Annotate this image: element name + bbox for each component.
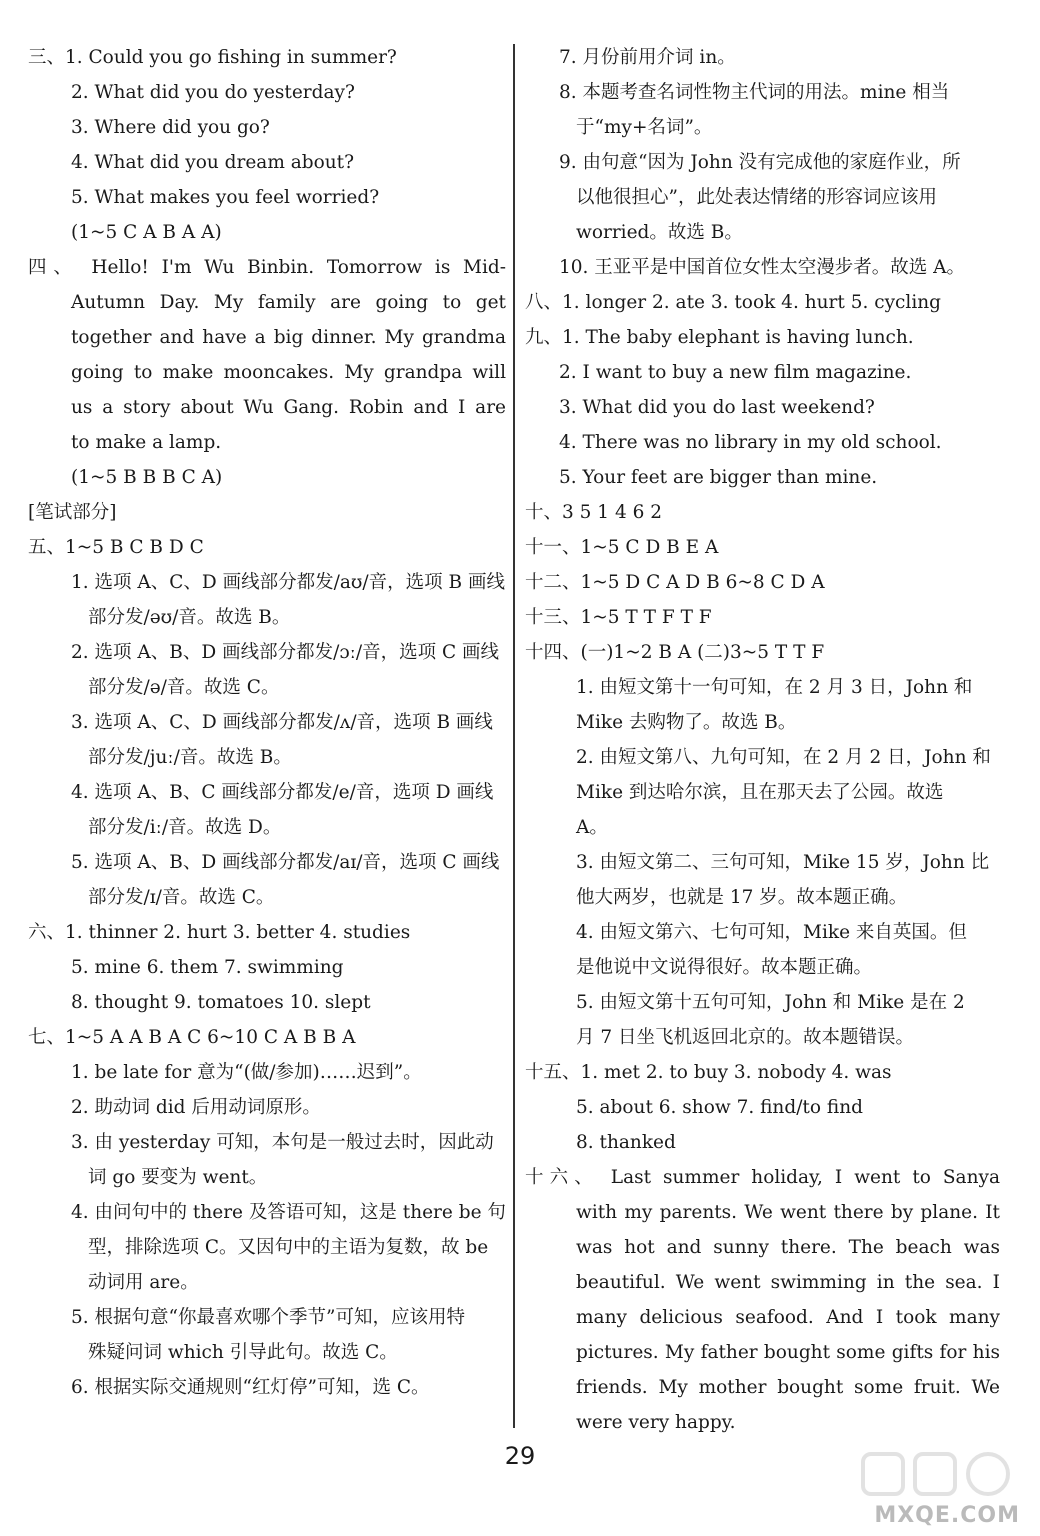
right-text-line: 是他说中文说得很好。故本题正确。 bbox=[576, 957, 873, 978]
right-text-line: 8. 本题考查名词性物主代词的用法。mine 相当 bbox=[559, 82, 950, 103]
left-text-line: 8. thought 9. tomatoes 10. slept bbox=[71, 992, 371, 1013]
left-text-line: 4. What did you dream about? bbox=[71, 152, 355, 173]
right-text-line: 5. Your feet are bigger than mine. bbox=[559, 467, 878, 488]
left-text-line: 5. 选项 A、B、D 画线部分都发/aɪ/音，选项 C 画线 bbox=[71, 852, 500, 873]
right-text-line: 十四、(一)1~2 B A (二)3~5 T T F bbox=[525, 642, 825, 663]
right-text-line: Mike 去购物了。故选 B。 bbox=[576, 712, 797, 733]
left-text-line: 殊疑问词 which 引导此句。故选 C。 bbox=[88, 1342, 398, 1363]
left-text-line: Autumn Day. My family are going to get bbox=[71, 292, 506, 313]
right-text-line: many delicious seafood. And I took many bbox=[576, 1307, 1000, 1328]
right-text-line: beautiful. We went swimming in the sea. I bbox=[576, 1272, 1000, 1293]
left-text-line: us a story about Wu Gang. Robin and I are bbox=[71, 397, 506, 418]
left-text-line: 2. 助动词 did 后用动词原形。 bbox=[71, 1097, 321, 1118]
right-text-line: 1. 由短文第十一句可知，在 2 月 3 日，John 和 bbox=[576, 677, 973, 698]
left-text-line: (1~5 C A B A A) bbox=[71, 222, 222, 243]
left-text-line: going to make mooncakes. My grandpa will bbox=[71, 362, 506, 383]
left-text-line: 4. 选项 A、B、C 画线部分都发/e/音，选项 D 画线 bbox=[71, 782, 494, 803]
left-text-line: (1~5 B B B C A) bbox=[71, 467, 223, 488]
right-text-line: 2. I want to buy a new film magazine. bbox=[559, 362, 912, 383]
right-text-line: 月 7 日坐飞机返回北京的。故本题错误。 bbox=[576, 1027, 915, 1048]
right-text-line: 十二、1~5 D C A D B 6~8 C D A bbox=[525, 572, 825, 593]
left-text-line: 三、1. Could you go fishing in summer? bbox=[28, 47, 397, 68]
right-text-line: 十六、 Last summer holiday, I went to Sanya bbox=[525, 1167, 1000, 1188]
right-text-line: 8. thanked bbox=[576, 1132, 676, 1153]
left-column bbox=[28, 40, 506, 1405]
left-text-line: 动词用 are。 bbox=[88, 1272, 199, 1293]
left-text-line: 2. 选项 A、B、D 画线部分都发/ɔː/音，选项 C 画线 bbox=[71, 642, 500, 663]
left-text-line: 5. mine 6. them 7. swimming bbox=[71, 957, 344, 978]
right-text-line: 九、1. The baby elephant is having lunch. bbox=[525, 327, 914, 348]
left-text-line: 1. 选项 A、C、D 画线部分都发/aʊ/音，选项 B 画线 bbox=[71, 572, 505, 593]
left-text-line: 4. 由问句中的 there 及答语可知，这是 there be 句 bbox=[71, 1202, 506, 1223]
left-text-line: 型，排除选项 C。又因句中的主语为复数，故 be bbox=[88, 1237, 489, 1258]
right-text-line: with my parents. We went there by plane. It bbox=[576, 1202, 1000, 1223]
left-text-line: 词 go 要变为 went。 bbox=[88, 1167, 268, 1188]
left-text-line: [笔试部分] bbox=[28, 502, 117, 523]
right-column bbox=[525, 40, 1000, 1440]
left-text-line: 五、1~5 B C B D C bbox=[28, 537, 204, 558]
left-text-line: 6. 根据实际交通规则“红灯停”可知，选 C。 bbox=[71, 1377, 430, 1398]
right-text-line: friends. My mother bought some fruit. We bbox=[576, 1377, 1000, 1398]
right-text-line: 5. 由短文第十五句可知，John 和 Mike 是在 2 bbox=[576, 992, 965, 1013]
right-text-line: A。 bbox=[576, 817, 608, 838]
right-text-line: Mike 到达哈尔滨，且在那天去了公园。故选 bbox=[576, 782, 944, 803]
right-text-line: was hot and sunny there. The beach was bbox=[576, 1237, 1000, 1258]
right-text-line: 5. about 6. show 7. find/to find bbox=[576, 1097, 863, 1118]
right-text-line: 10. 王亚平是中国首位女性太空漫步者。故选 A。 bbox=[559, 257, 966, 278]
left-text-line: 部分发/ə/音。故选 C。 bbox=[88, 677, 280, 698]
right-text-line: 3. What did you do last weekend? bbox=[559, 397, 875, 418]
right-text-line: 于“my+名词”。 bbox=[576, 117, 713, 138]
left-text-line: 部分发/əʊ/音。故选 B。 bbox=[88, 607, 291, 628]
left-text-line: 3. 选项 A、C、D 画线部分都发/ʌ/音，选项 B 画线 bbox=[71, 712, 493, 733]
left-text-line: 5. What makes you feel worried? bbox=[71, 187, 380, 208]
right-text-line: 以他很担心”，此处表达情绪的形容词应该用 bbox=[576, 187, 937, 208]
right-text-line: 八、1. longer 2. ate 3. took 4. hurt 5. cycling bbox=[525, 292, 941, 313]
left-text-line: 四、 Hello! I'm Wu Binbin. Tomorrow is Mid- bbox=[28, 257, 506, 278]
left-text-line: 3. Where did you go? bbox=[71, 117, 270, 138]
page-number: 29 bbox=[504, 1442, 536, 1470]
right-text-line: 十三、1~5 T T F T F bbox=[525, 607, 712, 628]
left-text-line: 3. 由 yesterday 可知，本句是一般过去时，因此动 bbox=[71, 1132, 494, 1153]
left-text-line: 七、1~5 A A B A C 6~10 C A B B A bbox=[28, 1027, 356, 1048]
right-text-line: were very happy. bbox=[576, 1412, 736, 1433]
right-text-line: 4. 由短文第六、七句可知，Mike 来自英国。但 bbox=[576, 922, 967, 943]
left-text-line: 2. What did you do yesterday? bbox=[71, 82, 355, 103]
right-text-line: 7. 月份前用介词 in。 bbox=[559, 47, 736, 68]
right-text-line: 2. 由短文第八、九句可知，在 2 月 2 日，John 和 bbox=[576, 747, 991, 768]
right-text-line: 他大两岁，也就是 17 岁。故本题正确。 bbox=[576, 887, 908, 908]
right-text-line: pictures. My father bought some gifts for his bbox=[576, 1342, 1000, 1363]
right-text-line: 十一、1~5 C D B E A bbox=[525, 537, 719, 558]
right-text-line: 9. 由句意“因为 John 没有完成他的家庭作业，所 bbox=[559, 152, 961, 173]
right-text-line: 4. There was no library in my old school. bbox=[559, 432, 942, 453]
left-text-line: 1. be late for 意为“(做/参加)……迟到”。 bbox=[71, 1062, 422, 1083]
left-text-line: together and have a big dinner. My grandma bbox=[71, 327, 506, 348]
right-text-line: worried。故选 B。 bbox=[576, 222, 743, 243]
right-text-line: 十、3 5 1 4 6 2 bbox=[525, 502, 663, 523]
left-text-line: 部分发/iː/音。故选 D。 bbox=[88, 817, 282, 838]
watermark-text: MXQE.COM bbox=[874, 1503, 1020, 1528]
left-text-line: 5. 根据句意“你最喜欢哪个季节”可知，应该用特 bbox=[71, 1307, 465, 1328]
column-divider bbox=[513, 44, 515, 1428]
left-text-line: 部分发/ɪ/音。故选 C。 bbox=[88, 887, 275, 908]
right-text-line: 3. 由短文第二、三句可知，Mike 15 岁，John 比 bbox=[576, 852, 990, 873]
left-text-line: 部分发/juː/音。故选 B。 bbox=[88, 747, 292, 768]
left-text-line: 六、1. thinner 2. hurt 3. better 4. studies bbox=[28, 922, 411, 943]
right-text-line: 十五、1. met 2. to buy 3. nobody 4. was bbox=[525, 1062, 892, 1083]
left-text-line: to make a lamp. bbox=[71, 432, 222, 453]
